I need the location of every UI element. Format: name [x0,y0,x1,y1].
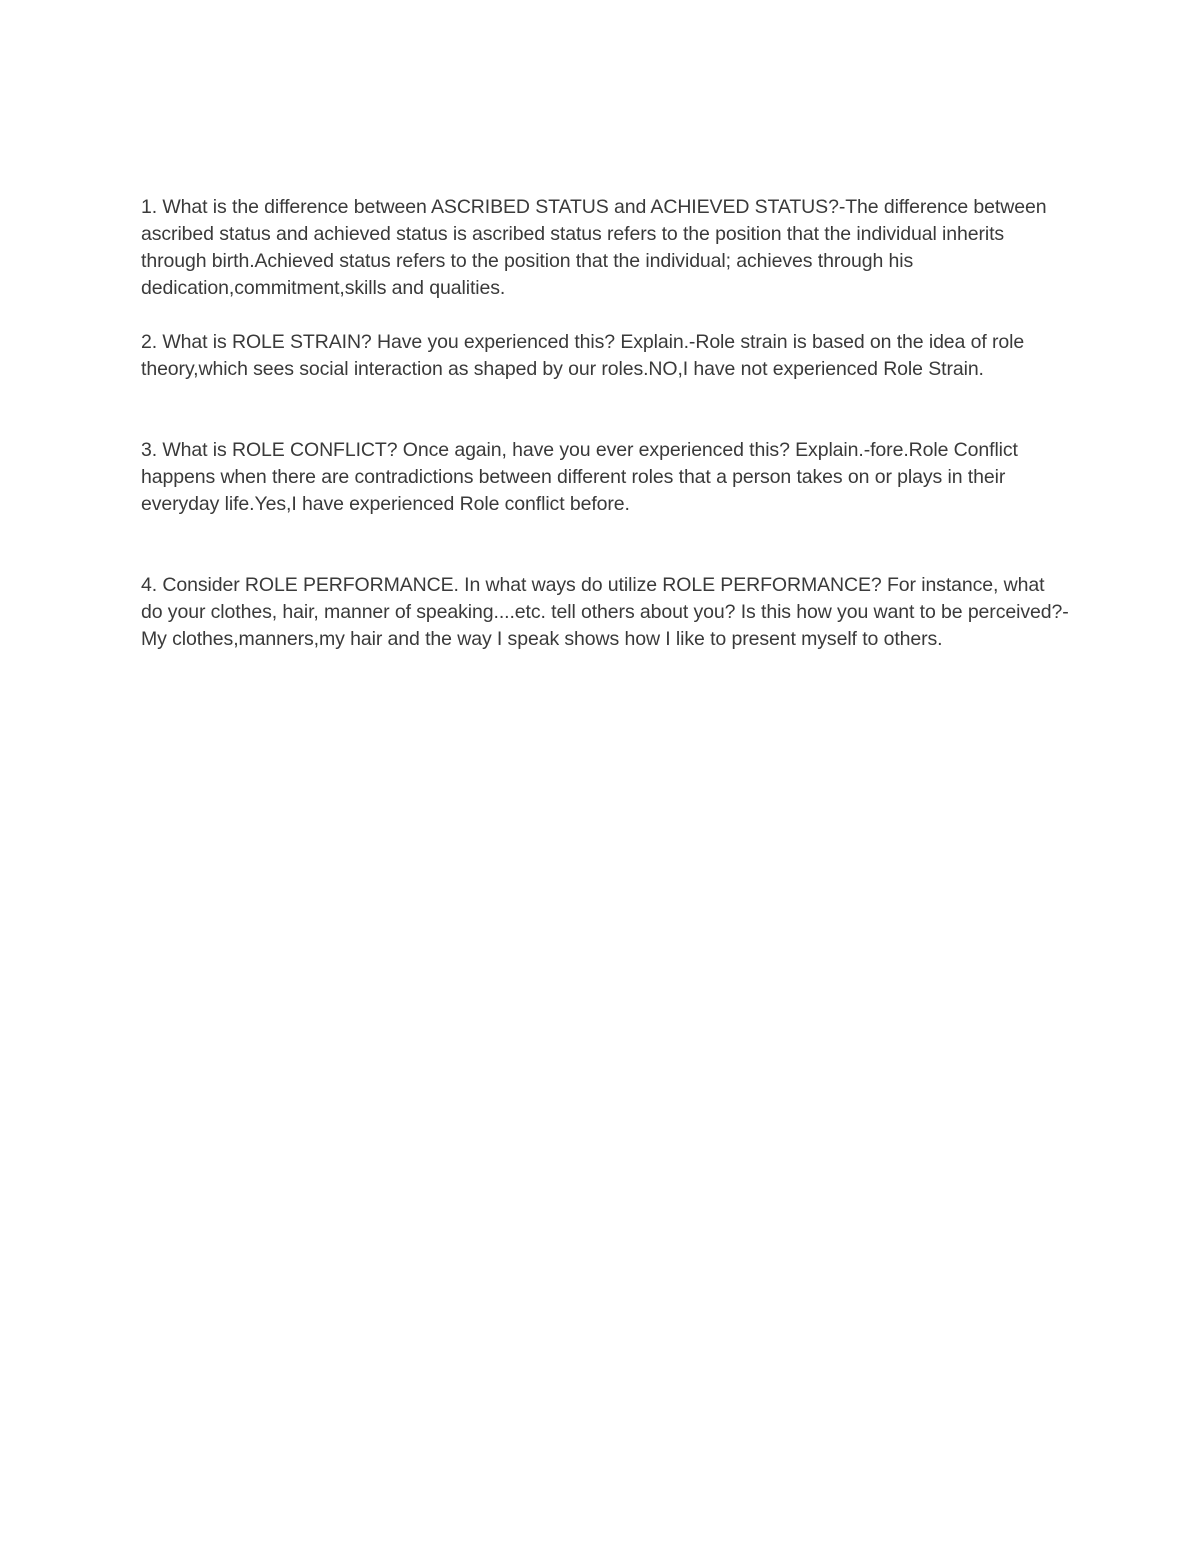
question-answer-1: 1. What is the difference between ASCRIBED STATUS and ACHIEVED STATUS?-The difference between ascribed status and achieved status is ascribed status refers to the position that the individual inherits through birth.Achieved status refers to the position that the individual; achieves through his dedication,commitment,skills and qualities. [141,196,1047,299]
question-answer-4: 4. Consider ROLE PERFORMANCE. In what ways do utilize ROLE PERFORMANCE? For instance, what do your clothes, hair, manner of speaking....etc. tell others about you? Is this how you want to be perceived?-My clothes,manners,my hair and the way I speak shows how I like to present myself to others. [141,574,1069,650]
question-answer-2: 2. What is ROLE STRAIN? Have you experienced this? Explain.-Role strain is based on the idea of role theory,which sees social interaction as shaped by our roles.NO,I have not experienced Role Strain. [141,331,1025,380]
document-body [141,194,1071,653]
question-answer-3: 3. What is ROLE CONFLICT? Once again, have you ever experienced this? Explain.-fore.Role Conflict happens when there are contradictions between different roles that a person takes on or plays in their everyday life.Yes,I have experienced Role conflict before. [141,439,1018,515]
